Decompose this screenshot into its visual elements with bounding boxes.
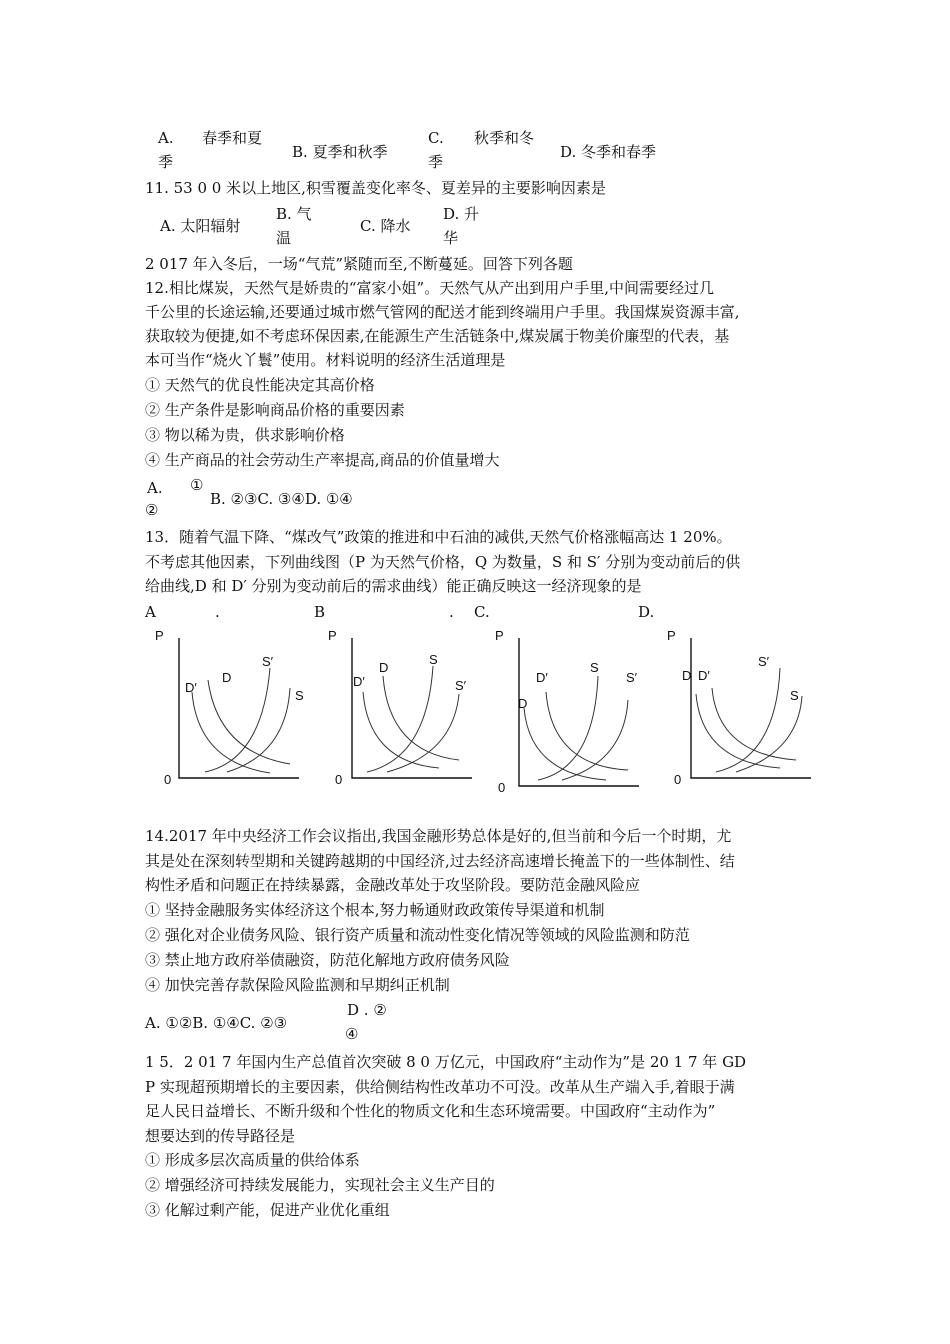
graph-price-axis-label: P bbox=[155, 628, 164, 643]
q11-option-c: C. 降水 bbox=[360, 217, 411, 235]
q14-option: ① 坚持金融服务实体经济这个根本,努力畅通财政政策传导渠道和机制 bbox=[145, 901, 605, 919]
q10-option-c-text: 秋季和冬 bbox=[474, 129, 535, 147]
curve-label-d: D bbox=[518, 696, 528, 711]
q12-option: ④ 生产商品的社会劳动生产率提高,商品的价值量增大 bbox=[145, 451, 500, 469]
q11-option-b-bottom: 温 bbox=[276, 229, 292, 247]
q12-stem-line: 本可当作“烧火丫鬟”使用。材料说明的经济生活道理是 bbox=[145, 351, 506, 369]
q15-stem-line: P 实现超预期增长的主要因素，供给侧结构性改革功不可没。改革从生产端入手,着眼于满 bbox=[145, 1078, 735, 1096]
q10-option-a-letter: A. bbox=[158, 129, 174, 147]
q15-stem-line: 足人民日益增长、不断升级和个性化的物质文化和生态环境需要。中国政府“主动作为” bbox=[145, 1102, 716, 1120]
q13-option-c-label: C. bbox=[474, 603, 490, 621]
curve-label-d-prime: D′ bbox=[353, 674, 365, 689]
curve-label-d: D bbox=[222, 670, 232, 685]
q14-answer-d-bottom: ④ bbox=[345, 1025, 359, 1043]
supply-curve-s-prime bbox=[387, 694, 459, 772]
q11-option-a: A. 太阳辐射 bbox=[160, 217, 241, 235]
q12-answers-b-c-d: B. ②③C. ③④D. ①④ bbox=[210, 490, 353, 508]
curve-label-s: S bbox=[429, 652, 438, 667]
section-intro: 2 017 年入冬后，一场“气荒”紧随而至,不断蔓延。回答下列各题 bbox=[145, 255, 573, 273]
q11-option-b-top: B. 气 bbox=[276, 205, 312, 223]
curve-label-d: D bbox=[379, 660, 389, 675]
graph-axes bbox=[691, 638, 811, 778]
demand-curve-d bbox=[208, 680, 290, 764]
curve-label-s-prime: S′ bbox=[455, 678, 467, 693]
q13-stem-line: 不考虑其他因素，下列曲线图（P 为天然气价格，Q 为数量，S 和 S′ 分别为变动前后的供 bbox=[145, 553, 741, 571]
q10-option-a-continuation: 季 bbox=[158, 153, 174, 171]
supply-curve-s-prime bbox=[205, 668, 270, 772]
q14-option: ③ 禁止地方政府举债融资，防范化解地方政府债务风险 bbox=[145, 951, 510, 969]
supply-demand-graph-a bbox=[150, 628, 304, 800]
q13-option-a-dot: . bbox=[215, 603, 220, 621]
curve-label-d: D bbox=[682, 668, 692, 683]
curve-label-s-prime: S′ bbox=[262, 654, 274, 669]
graph-axes bbox=[179, 638, 299, 778]
q11-stem: 11. 53 0 0 米以上地区,积雪覆盖变化率冬、夏差异的主要影响因素是 bbox=[145, 179, 606, 197]
q14-stem-line: 14.2017 年中央经济工作会议指出,我国金融形势总体是好的,但当前和今后一个时期，尤 bbox=[145, 827, 732, 845]
curve-label-s: S bbox=[295, 688, 304, 703]
curve-label-d-prime: D′ bbox=[536, 670, 548, 685]
q15-stem-line: 1 5．2 01 7 年国内生产总值首次突破 8 0 万亿元，中国政府“主动作为”是 20 1 7 年 GD bbox=[145, 1053, 747, 1071]
graph-origin-label: 0 bbox=[335, 772, 343, 787]
q12-option: ① 天然气的优良性能决定其高价格 bbox=[145, 376, 375, 394]
q13-stem-line: 13．随着气温下降、“煤改气”政策的推进和中石油的减供,天然气价格涨幅高达 1 20%。 bbox=[145, 528, 732, 546]
supply-curve-s bbox=[538, 676, 598, 780]
q13-option-d-label: D. bbox=[638, 603, 655, 621]
q14-stem-line: 构性矛盾和问题正在持续暴露，金融改革处于攻坚阶段。要防范金融风险应 bbox=[145, 876, 641, 894]
q15-stem-line: 想要达到的传导路径是 bbox=[145, 1127, 296, 1145]
graph-origin-label: 0 bbox=[674, 772, 682, 787]
q14-stem-line: 其是处在深刻转型期和关键跨越期的中国经济,过去经济高速增长掩盖下的一些体制性、结 bbox=[145, 852, 735, 870]
q10-option-b: B. 夏季和秋季 bbox=[292, 143, 388, 161]
graph-price-axis-label: P bbox=[495, 628, 504, 643]
q15-option: ① 形成多层次高质量的供给体系 bbox=[145, 1151, 360, 1169]
graph-price-axis-label: P bbox=[328, 628, 337, 643]
graph-origin-label: 0 bbox=[498, 780, 506, 795]
curve-label-d-prime: D′ bbox=[185, 680, 197, 695]
q11-option-d-bottom: 华 bbox=[443, 229, 459, 247]
q10-option-c-continuation: 季 bbox=[428, 153, 444, 171]
q13-option-a-label: A bbox=[145, 603, 156, 621]
q15-option: ② 增强经济可持续发展能力，实现社会主义生产目的 bbox=[145, 1176, 495, 1194]
supply-demand-graph-d bbox=[662, 628, 812, 800]
supply-demand-graph-c bbox=[490, 628, 640, 800]
q15-option: ③ 化解过剩产能，促进产业优化重组 bbox=[145, 1201, 390, 1219]
supply-curve-s bbox=[227, 688, 290, 772]
q10-option-a-text: 春季和夏 bbox=[202, 129, 263, 147]
q11-option-d-top: D. 升 bbox=[443, 205, 480, 223]
curve-label-s: S bbox=[790, 688, 799, 703]
q10-option-c-letter: C. bbox=[428, 129, 444, 147]
q14-answers-a-b-c: A. ①②B. ①④C. ②③ bbox=[145, 1014, 288, 1032]
curve-label-s-prime: S′ bbox=[758, 654, 770, 669]
curve-label-s-prime: S′ bbox=[626, 670, 638, 685]
demand-curve-d bbox=[383, 676, 459, 760]
q14-answer-d-top: D . ② bbox=[347, 1001, 387, 1019]
q12-answer-a-top: ① bbox=[190, 476, 204, 494]
q13-option-b-label: B bbox=[314, 603, 326, 621]
graph-axes bbox=[352, 638, 472, 778]
curve-label-s: S bbox=[590, 660, 599, 675]
supply-curve-s-prime bbox=[562, 700, 628, 780]
q12-stem-line: 12.相比煤炭，天然气是娇贵的“富家小姐”。天然气从产出到用户手里,中间需要经过几 bbox=[145, 279, 714, 297]
graph-origin-label: 0 bbox=[164, 772, 172, 787]
graph-price-axis-label: P bbox=[667, 628, 676, 643]
q12-answer-a-bottom: ② bbox=[145, 501, 159, 519]
q12-answer-a-letter: A. bbox=[147, 479, 163, 497]
q13-option-b-dot: . bbox=[449, 603, 454, 621]
supply-demand-graph-b bbox=[323, 628, 473, 800]
q12-stem-line: 千公里的长途运输,还要通过城市燃气管网的配送才能到终端用户手里。我国煤炭资源丰富, bbox=[145, 303, 740, 321]
demand-curve-d-prime bbox=[546, 692, 628, 770]
q12-stem-line: 获取较为便捷,如不考虑环保因素,在能源生产生活链条中,煤炭属于物美价廉型的代表，基 bbox=[145, 327, 730, 345]
q10-option-d: D. 冬季和春季 bbox=[560, 143, 657, 161]
q12-option: ② 生产条件是影响商品价格的重要因素 bbox=[145, 401, 405, 419]
q14-option: ④ 加快完善存款保险风险监测和早期纠正机制 bbox=[145, 976, 450, 994]
q14-option: ② 强化对企业债务风险、银行资产质量和流动性变化情况等领域的风险监测和防范 bbox=[145, 926, 690, 944]
q12-option: ③ 物以稀为贵，供求影响价格 bbox=[145, 426, 345, 444]
q13-stem-line: 给曲线,D 和 D′ 分别为变动前后的需求曲线）能正确反映这一经济现象的是 bbox=[145, 577, 642, 595]
supply-curve-s bbox=[736, 696, 802, 772]
curve-label-d-prime: D′ bbox=[698, 668, 710, 683]
graph-axes bbox=[519, 638, 639, 786]
